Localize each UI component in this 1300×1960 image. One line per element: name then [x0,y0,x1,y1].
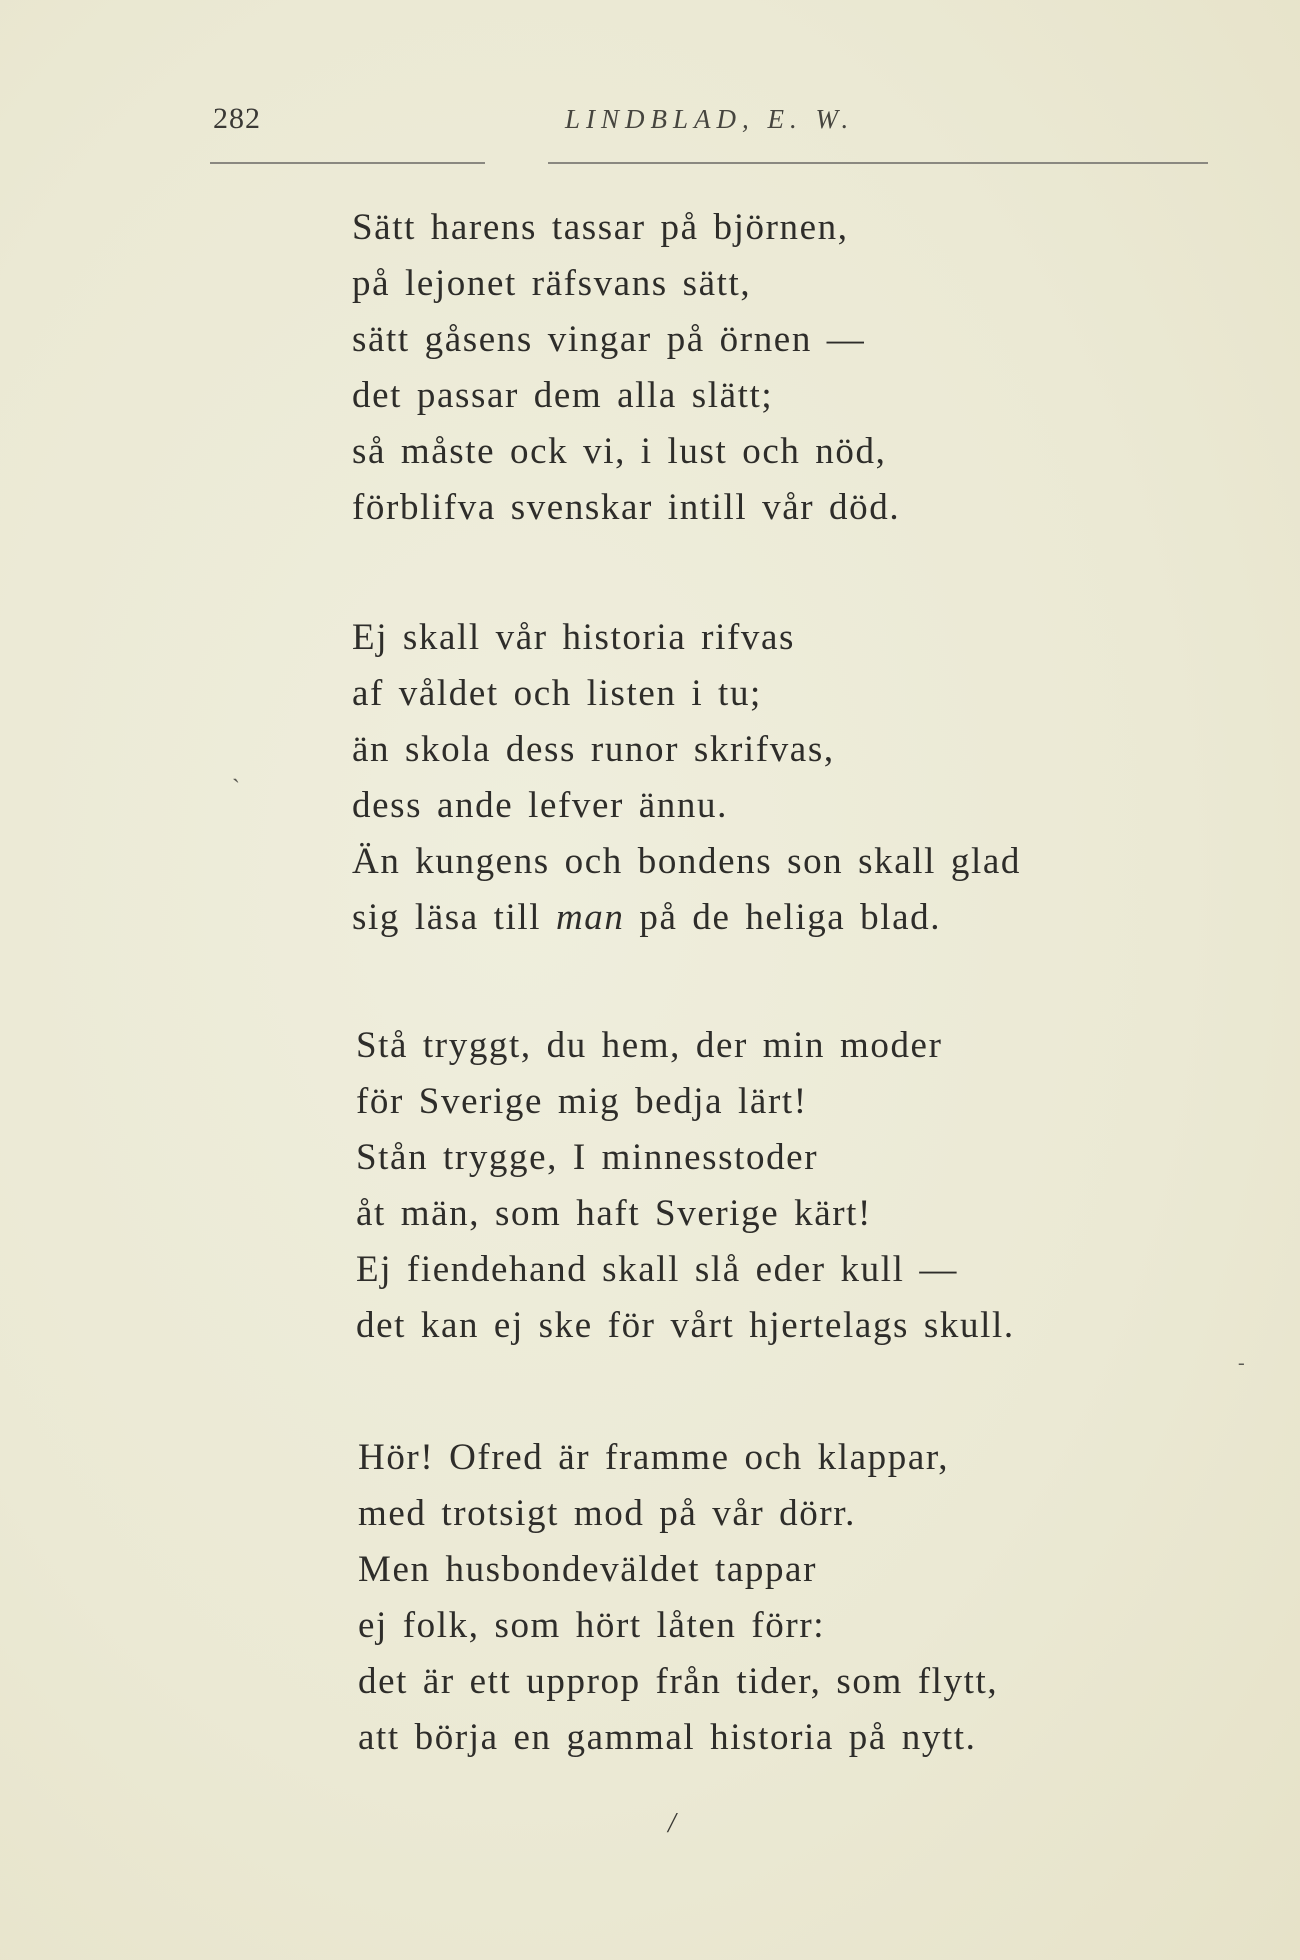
margin-mark: - [1238,1352,1245,1374]
header-rule-right [548,162,1208,164]
poem-line: af våldet och listen i tu; [352,673,762,714]
stanza-3 [356,1018,1256,1354]
line-text-before: sig läsa till [352,897,542,938]
header-rule-left [210,162,485,164]
poem-line: dess ande lefver ännu. [352,785,728,826]
line-text-after: på de heliga blad. [639,897,942,938]
stanza-1 [352,200,1252,536]
poem-line: Stå tryggt, du hem, der min moder [356,1025,943,1066]
poem-line: att börja en gammal historia på nytt. [358,1717,977,1758]
poem-line: med trotsigt mod på vår dörr. [358,1493,856,1534]
poem-line: Ej fiendehand skall slå eder kull — [356,1249,958,1290]
poem-line: Sätt harens tassar på björnen, [352,207,849,248]
page-number: 282 [213,102,261,135]
emphasized-word: man [555,897,625,938]
poem-line: förblifva svenskar intill vår död. [352,487,901,528]
stanza-4 [358,1430,1258,1766]
poem-line: det passar dem alla slätt; [352,375,774,416]
poem-line: åt män, som haft Sverige kärt! [356,1193,872,1234]
poem-line: på lejonet räfsvans sätt, [352,263,752,304]
page-header [0,102,1300,162]
poem-line: det är ett upprop från tider, som flytt, [358,1661,999,1702]
poem-line: det kan ej ske för vårt hjertelags skull. [356,1305,1015,1346]
stanza-2 [352,610,1252,946]
poem-line: Hör! Ofred är framme och klappar, [358,1437,950,1478]
signature-mark: / [668,1808,676,1839]
poem-line-with-emphasis [352,890,1252,946]
poem-line: ej folk, som hört låten förr: [358,1605,826,1646]
poem-line: än skola dess runor skrifvas, [352,729,835,770]
poem-line: sätt gåsens vingar på örnen — [352,319,866,360]
poem-line: Men husbondeväldet tappar [358,1549,817,1590]
margin-mark: ` [232,776,240,802]
poem-line: så måste ock vi, i lust och nöd, [352,431,887,472]
poem-line: Ej skall vår historia rifvas [352,617,796,658]
poem-line: för Sverige mig bedja lärt! [356,1081,808,1122]
running-head: LINDBLAD, E. W. [565,104,855,134]
poem-line: Stån trygge, I minnesstoder [356,1137,819,1178]
poem-line: Än kungens och bondens son skall glad [352,841,1021,882]
